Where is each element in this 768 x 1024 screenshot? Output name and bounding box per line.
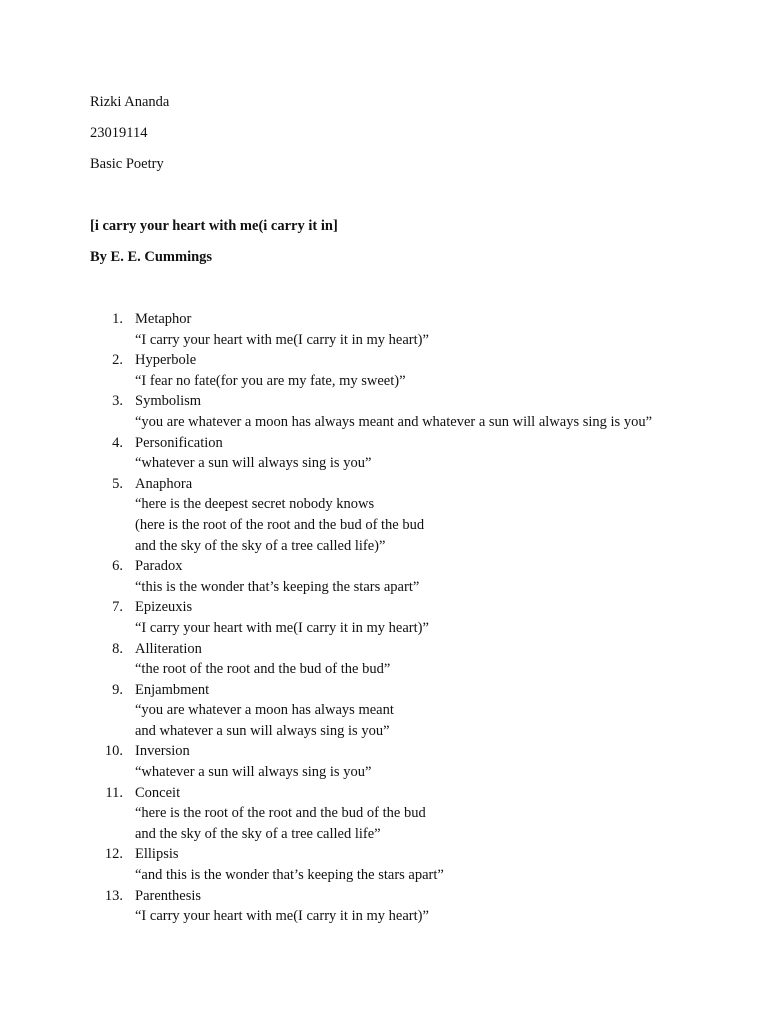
device-quote-line: and the sky of the sky of a tree called life)” (135, 537, 386, 554)
device-quote-line: “I carry your heart with me(I carry it in my heart)” (135, 331, 429, 348)
device-name: Metaphor (135, 311, 192, 327)
poetic-devices-list (0, 309, 768, 927)
device-name: Inversion (135, 743, 190, 760)
list-item-number: 10. (104, 743, 123, 760)
list-item (0, 639, 768, 680)
list-item (0, 886, 768, 927)
device-quote-line: and whatever a sun will always sing is you” (135, 722, 390, 739)
list-item (0, 741, 768, 782)
poem-author: By E. E. Cummings (90, 249, 213, 265)
list-item (0, 844, 768, 885)
list-item-number: 9. (112, 681, 123, 698)
device-name: Parenthesis (135, 887, 202, 904)
list-item-number: 2. (112, 352, 123, 369)
list-item-number: 3. (112, 393, 123, 410)
device-quote-line: (here is the root of the root and the bud of the bud (135, 516, 425, 533)
list-item (0, 391, 768, 432)
student-name: Rizki Ananda (90, 94, 170, 110)
device-name: Hyperbole (135, 352, 197, 369)
device-name: Alliteration (135, 640, 202, 657)
list-item (0, 309, 768, 350)
device-name: Paradox (135, 558, 183, 575)
list-item-number: 11. (105, 784, 123, 801)
device-name: Enjambment (135, 681, 210, 698)
list-item-number: 1. (112, 311, 123, 327)
device-name: Conceit (135, 784, 181, 801)
device-name: Anaphora (135, 475, 193, 492)
device-quote-line: “here is the root of the root and the bud of the bud (135, 805, 426, 822)
device-quote-line: “this is the wonder that’s keeping the stars apart” (135, 578, 420, 595)
poem-title: [i carry your heart with me(i carry it in] (90, 218, 338, 234)
list-item (0, 597, 768, 638)
device-name: Personification (135, 434, 223, 451)
list-item (0, 783, 768, 845)
device-quote-line: “I carry your heart with me(I carry it in my heart)” (135, 619, 429, 636)
list-item-number: 8. (112, 640, 123, 657)
device-quote-line: “you are whatever a moon has always meant and whatever a sun will always sing is you” (135, 413, 653, 430)
device-quote-line: “I fear no fate(for you are my fate, my sweet)” (135, 372, 406, 389)
device-quote-line: “you are whatever a moon has always meant (135, 702, 394, 719)
list-item (0, 433, 768, 474)
list-item-number: 12. (104, 846, 123, 863)
list-item-number: 6. (112, 558, 123, 575)
device-quote-line: and the sky of the sky of a tree called life” (135, 825, 381, 842)
list-item-number: 13. (104, 887, 123, 904)
device-quote-line: “I carry your heart with me(I carry it in my heart)” (135, 908, 429, 925)
device-quote-line: “the root of the root and the bud of the bud” (135, 661, 391, 678)
student-id: 23019114 (90, 125, 148, 141)
device-quote-line: “and this is the wonder that’s keeping the stars apart” (135, 867, 444, 884)
device-name: Symbolism (135, 393, 202, 410)
list-item (0, 680, 768, 742)
device-quote-line: “whatever a sun will always sing is you” (135, 455, 372, 472)
device-quote-line: “here is the deepest secret nobody knows (135, 496, 375, 513)
list-item (0, 350, 768, 391)
list-item-number: 4. (112, 434, 123, 451)
list-item (0, 474, 768, 556)
device-quote-line: “whatever a sun will always sing is you” (135, 764, 372, 781)
course-name: Basic Poetry (90, 156, 164, 172)
device-name: Epizeuxis (135, 599, 193, 616)
list-item (0, 556, 768, 597)
list-item-number: 5. (112, 475, 123, 492)
device-name: Ellipsis (135, 846, 179, 863)
list-item-number: 7. (112, 599, 123, 616)
